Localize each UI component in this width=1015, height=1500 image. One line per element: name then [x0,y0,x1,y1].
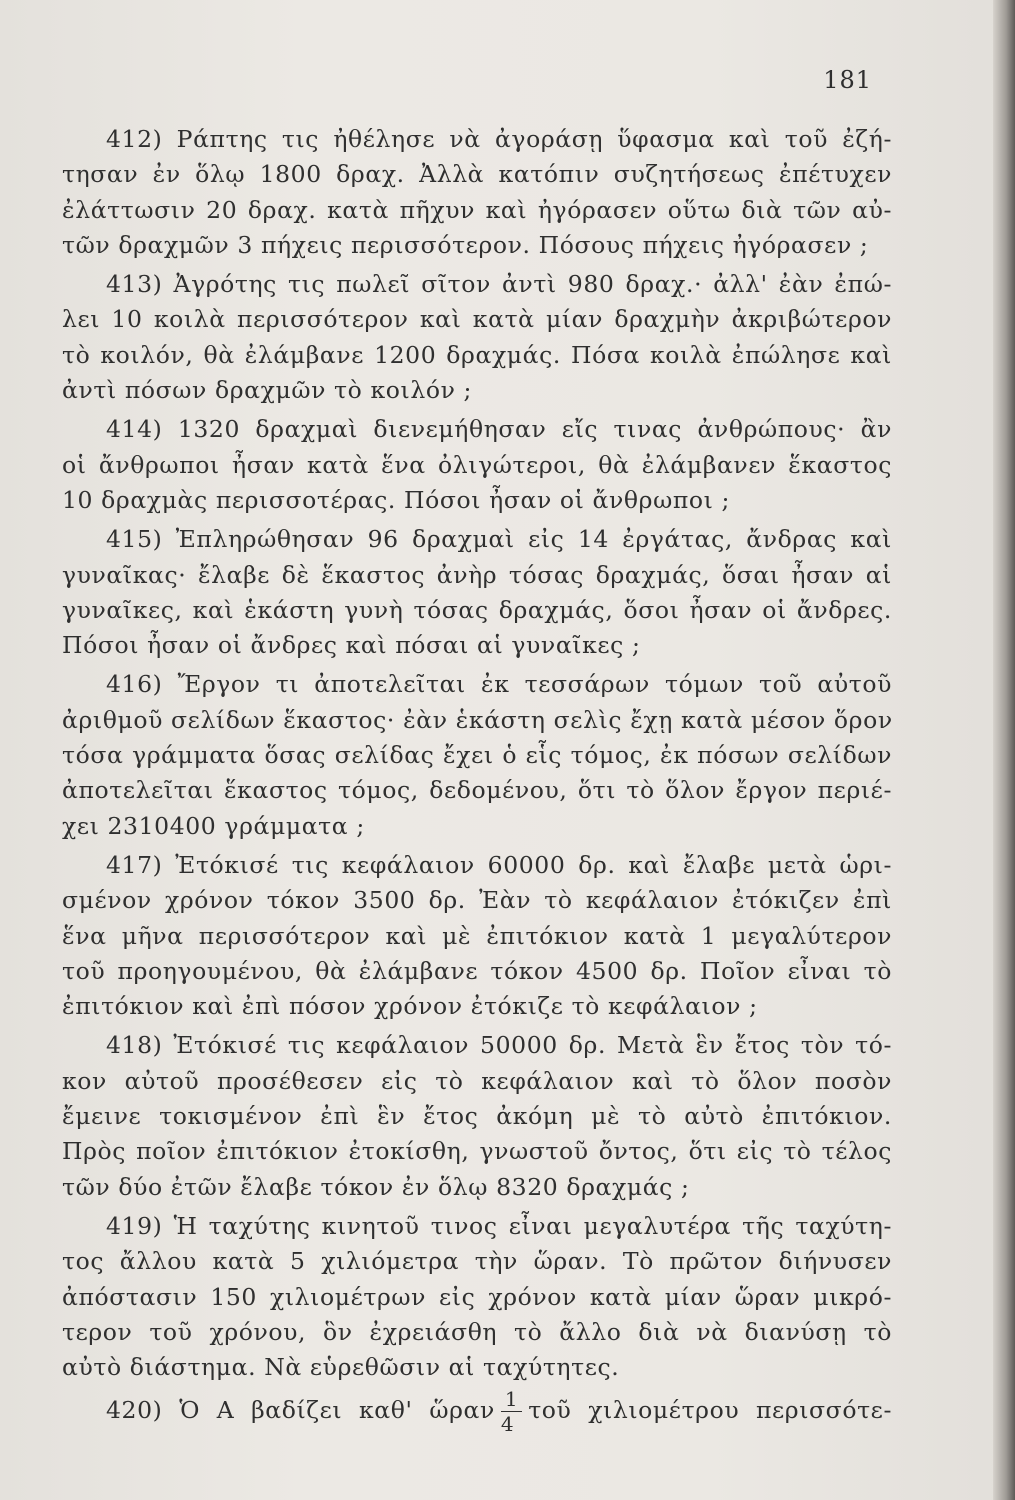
text-line: οἱ ἄνθρωποι ἦσαν κατὰ ἕνα ὀλιγώτεροι, θὰ ἐλάμβανεν ἕκαστος [62,450,892,479]
text-line: 416) Ἔργον τι ἀποτελεῖται ἐκ τεσσάρων τόμων τοῦ αὐτοῦ [106,670,892,699]
problem-list [62,122,892,1438]
text-line: τόσα γράμματα ὅσας σελίδας ἔχει ὁ εἷς τόμος, ἐκ πόσων σελίδων [62,741,892,770]
text-line: σμένον χρόνον τόκον 3500 δρ. Ἐὰν τὸ κεφάλαιον ἐτόκιζεν ἐπὶ [62,886,892,915]
text-line: αὐτὸ διάστημα. Νὰ εὑρεθῶσιν αἱ ταχύτητες. [62,1353,620,1382]
text-line: γυναῖκας· ἔλαβε δὲ ἕκαστος ἀνὴρ τόσας δραχμάς, ὅσαι ἦσαν αἱ [62,560,892,589]
text-line: Πρὸς ποῖον ἐπιτόκιον ἐτοκίσθη, γνωστοῦ ὄντος, ὅτι εἰς τὸ τέλος [62,1137,892,1166]
text-line: Πόσοι ἦσαν οἱ ἄνδρες καὶ πόσαι αἱ γυναῖκες ; [62,631,641,660]
problem-416 [62,667,892,843]
problem-419 [62,1209,892,1385]
text-line: ἀριθμοῦ σελίδων ἕκαστος· ἐὰν ἑκάστη σελὶς ἔχῃ κατὰ μέσον ὅρον [62,705,893,734]
text-line: ἐλάττωσιν 20 δραχ. κατὰ πῆχυν καὶ ἠγόρασεν οὕτω διὰ τῶν αὐ- [62,195,892,224]
text-line: 419) Ἡ ταχύτης κινητοῦ τινος εἶναι μεγαλυτέρα τῆς ταχύτη- [106,1211,892,1240]
text-line: τὸ κοιλόν, θὰ ἐλάμβανε 1200 δραχμάς. Πόσα κοιλὰ ἐπώλησε καὶ [62,340,892,369]
text-line: ἀπόστασιν 150 χιλιομέτρων εἰς χρόνον κατὰ μίαν ὥραν μικρό- [62,1282,892,1311]
problem-412 [62,122,892,263]
text-line: λει 10 κοιλὰ περισσότερον καὶ κατὰ μίαν δραχμὴν ἀκριβώτερον [62,305,892,334]
text-line: κον αὐτοῦ προσέθεσεν εἰς τὸ κεφάλαιον καὶ τὸ ὅλον ποσὸν [62,1066,892,1095]
text-segment: 420) Ὁ Α βαδίζει καθ' ὥραν [106,1396,495,1425]
text-line: ἀποτελεῖται ἕκαστος τόμος, δεδομένου, ὅτι τὸ ὅλον ἔργον περιέ- [62,776,892,805]
text-line: 10 δραχμὰς περισσοτέρας. Πόσοι ἦσαν οἱ ἄνθρωποι ; [62,485,731,514]
page-number: 181 [823,66,872,94]
problem-414 [62,412,892,518]
fraction-numerator: 1 [501,1389,522,1412]
problem-413 [62,267,892,408]
text-line: τῶν δραχμῶν 3 πήχεις περισσότερον. Πόσους πήχεις ἠγόρασεν ; [62,230,869,259]
text-line: ἕνα μῆνα περισσότερον καὶ μὲ ἐπιτόκιον κατὰ 1 μεγαλύτερον [62,921,892,950]
text-line: γυναῖκες, καὶ ἑκάστη γυνὴ τόσας δραχμάς, ὅσοι ἦσαν οἱ ἄνδρες. [62,595,892,624]
text-line-with-fraction [62,1387,892,1437]
text-line: 413) Ἀγρότης τις πωλεῖ σῖτον ἀντὶ 980 δραχ.· ἀλλ' ἐὰν ἐπώ- [106,270,892,299]
text-line: τος ἄλλου κατὰ 5 χιλιόμετρα τὴν ὥραν. Τὸ πρῶτον διήνυσεν [62,1247,892,1276]
text-line: 414) 1320 δραχμαὶ διενεμήθησαν εἴς τινας ἀνθρώπους· ἂν [106,415,892,444]
problem-420 [62,1387,892,1437]
text-line: τῶν δύο ἐτῶν ἔλαβε τόκον ἐν ὅλῳ 8320 δραχμάς ; [62,1172,690,1201]
text-line: 418) Ἐτόκισέ τις κεφάλαιον 50000 δρ. Μετὰ ἓν ἔτος τὸν τό- [106,1031,892,1060]
text-segment: τοῦ χιλιομέτρου περισσότε- [528,1396,892,1425]
problem-417 [62,848,892,1024]
text-line: τερον τοῦ χρόνου, ὃν ἐχρειάσθη τὸ ἄλλο διὰ νὰ διανύσῃ τὸ [62,1317,892,1346]
text-line: 417) Ἐτόκισέ τις κεφάλαιον 60000 δρ. καὶ ἔλαβε μετὰ ὡρι- [106,850,892,879]
text-line: τοῦ προηγουμένου, θὰ ἐλάμβανε τόκον 4500 δρ. Ποῖον εἶναι τὸ [62,956,892,985]
text-line: ἐπιτόκιον καὶ ἐπὶ πόσον χρόνον ἐτόκιζε τὸ κεφάλαιον ; [62,992,758,1021]
text-line: 415) Ἐπληρώθησαν 96 δραχμαὶ εἰς 14 ἐργάτας, ἄνδρας καὶ [106,525,892,554]
problem-418 [62,1028,892,1204]
text-line: χει 2310400 γράμματα ; [62,811,365,840]
text-line: 412) Ράπτης τις ἠθέλησε νὰ ἀγοράσῃ ὕφασμα καὶ τοῦ ἐζή- [106,125,892,153]
text-line: ἔμεινε τοκισμένον ἐπὶ ἓν ἔτος ἀκόμη μὲ τὸ αὐτὸ ἐπιτόκιον. [62,1102,892,1131]
fraction-denominator: 4 [500,1412,515,1437]
text-line: τησαν ἐν ὅλῳ 1800 δραχ. Ἀλλὰ κατόπιν συζητήσεως ἐπέτυχεν [62,160,892,189]
page-edge-shadow [993,0,1015,1500]
text-line: ἀντὶ πόσων δραχμῶν τὸ κοιλόν ; [62,376,473,405]
fraction-one-quarter [500,1387,522,1437]
problem-415 [62,522,892,663]
